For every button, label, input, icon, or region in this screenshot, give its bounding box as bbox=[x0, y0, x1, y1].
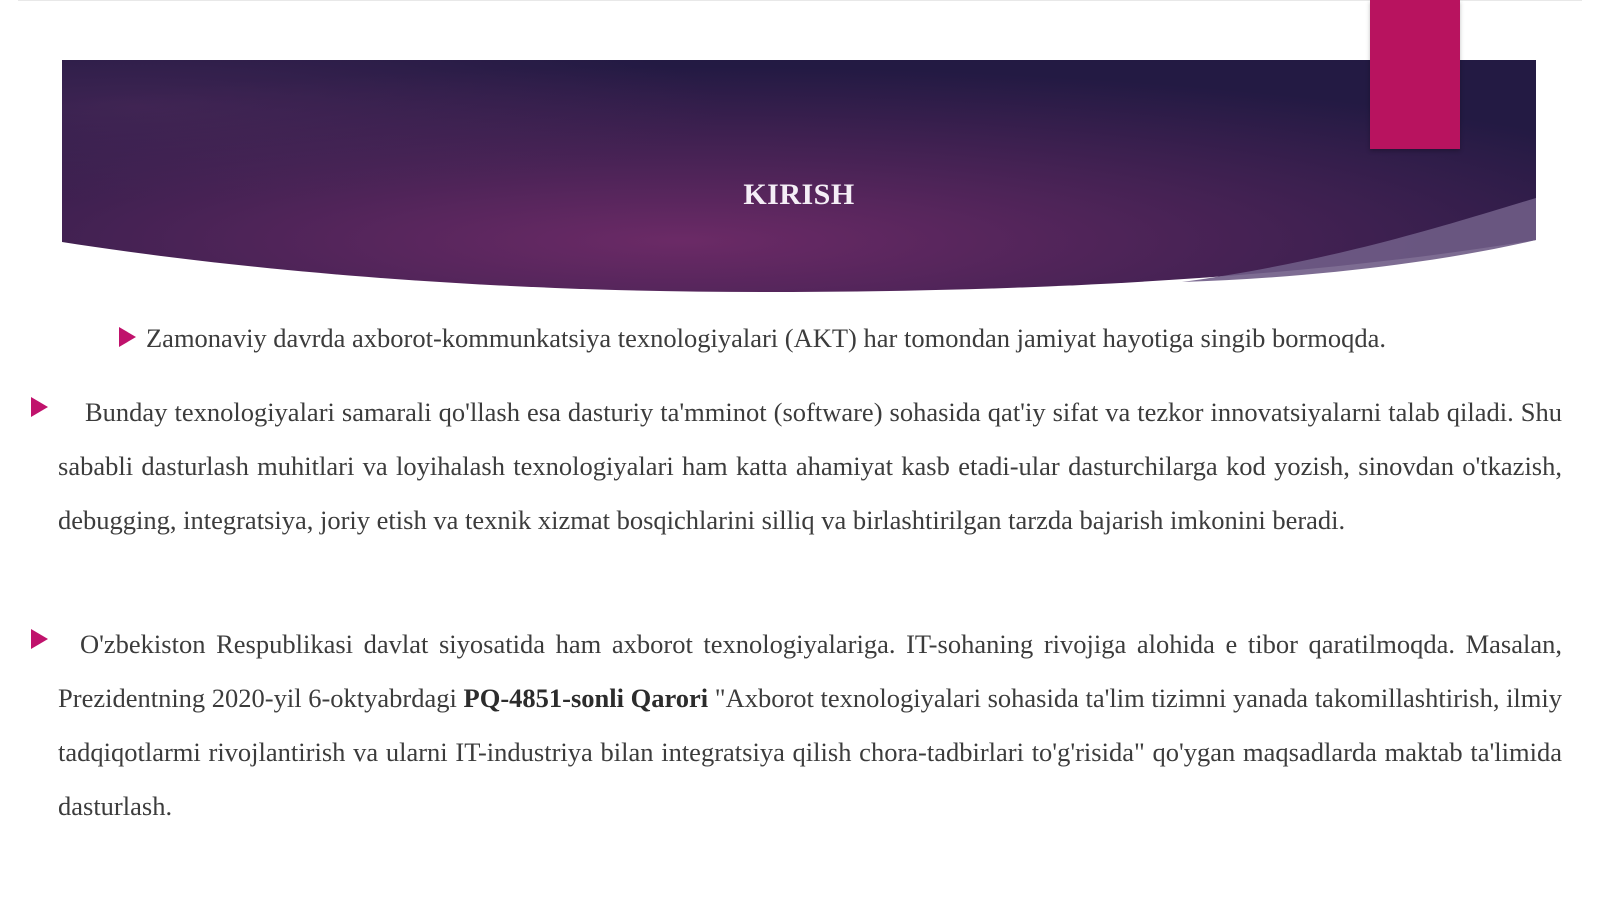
policy-paragraph-text: O'zbekiston Respublikasi davlat siyosatida ham axborot texnologiyalariga. IT-sohaning rivojiga alohida e tibor qaratilmoqda. Masalan, Prezidentning 2020-yil 6-oktyabrdagi bbox=[58, 629, 1562, 713]
title-banner bbox=[62, 60, 1536, 300]
top-divider bbox=[18, 0, 1582, 1]
triangle-right-icon bbox=[31, 629, 48, 649]
policy-paragraph bbox=[58, 617, 1562, 833]
accent-tab bbox=[1370, 0, 1460, 149]
triangle-right-icon bbox=[119, 327, 136, 347]
software-paragraph bbox=[58, 385, 1562, 547]
triangle-right-icon bbox=[31, 397, 48, 417]
decree-reference: PQ-4851-sonli Qarori bbox=[463, 683, 709, 713]
software-paragraph-text: Bunday texnologiyalari samarali qo'llash esa dasturiy ta'mminot (software) sohasida qat'iy sifat va tezkor innovatsiyalarni talab qiladi. Shu sababli dasturlash muhitlari va loyihalash texnologiyalari ham katta ahamiyat kasb etadi-ular dasturchilarga kod yozish, sinovdan o'tkazish, debugging, integratsiya, joriy etish va texnik xizmat bosqichlarini silliq va birlashtirilgan tarzda bajarish imkonini beradi. bbox=[58, 397, 1562, 535]
slide-title: KIRISH bbox=[743, 178, 855, 211]
intro-paragraph: Zamonaviy davrda axborot-kommunkatsiya texnologiyalari (AKT) har tomondan jamiyat hayotiga singib bormoqda. bbox=[146, 323, 1387, 353]
policy-paragraph-text-end: "Axborot texnologiyalari sohasida ta'lim tizimni yanada takomillashtirish, ilmiy tadqiqotlarmi rivojlantirish va ularni IT-industriya bilan integratsiya qilish chora-tadbirlari to'g'risida" qo'ygan maqsadlarda maktab ta'limida dasturlash. bbox=[58, 683, 1563, 821]
